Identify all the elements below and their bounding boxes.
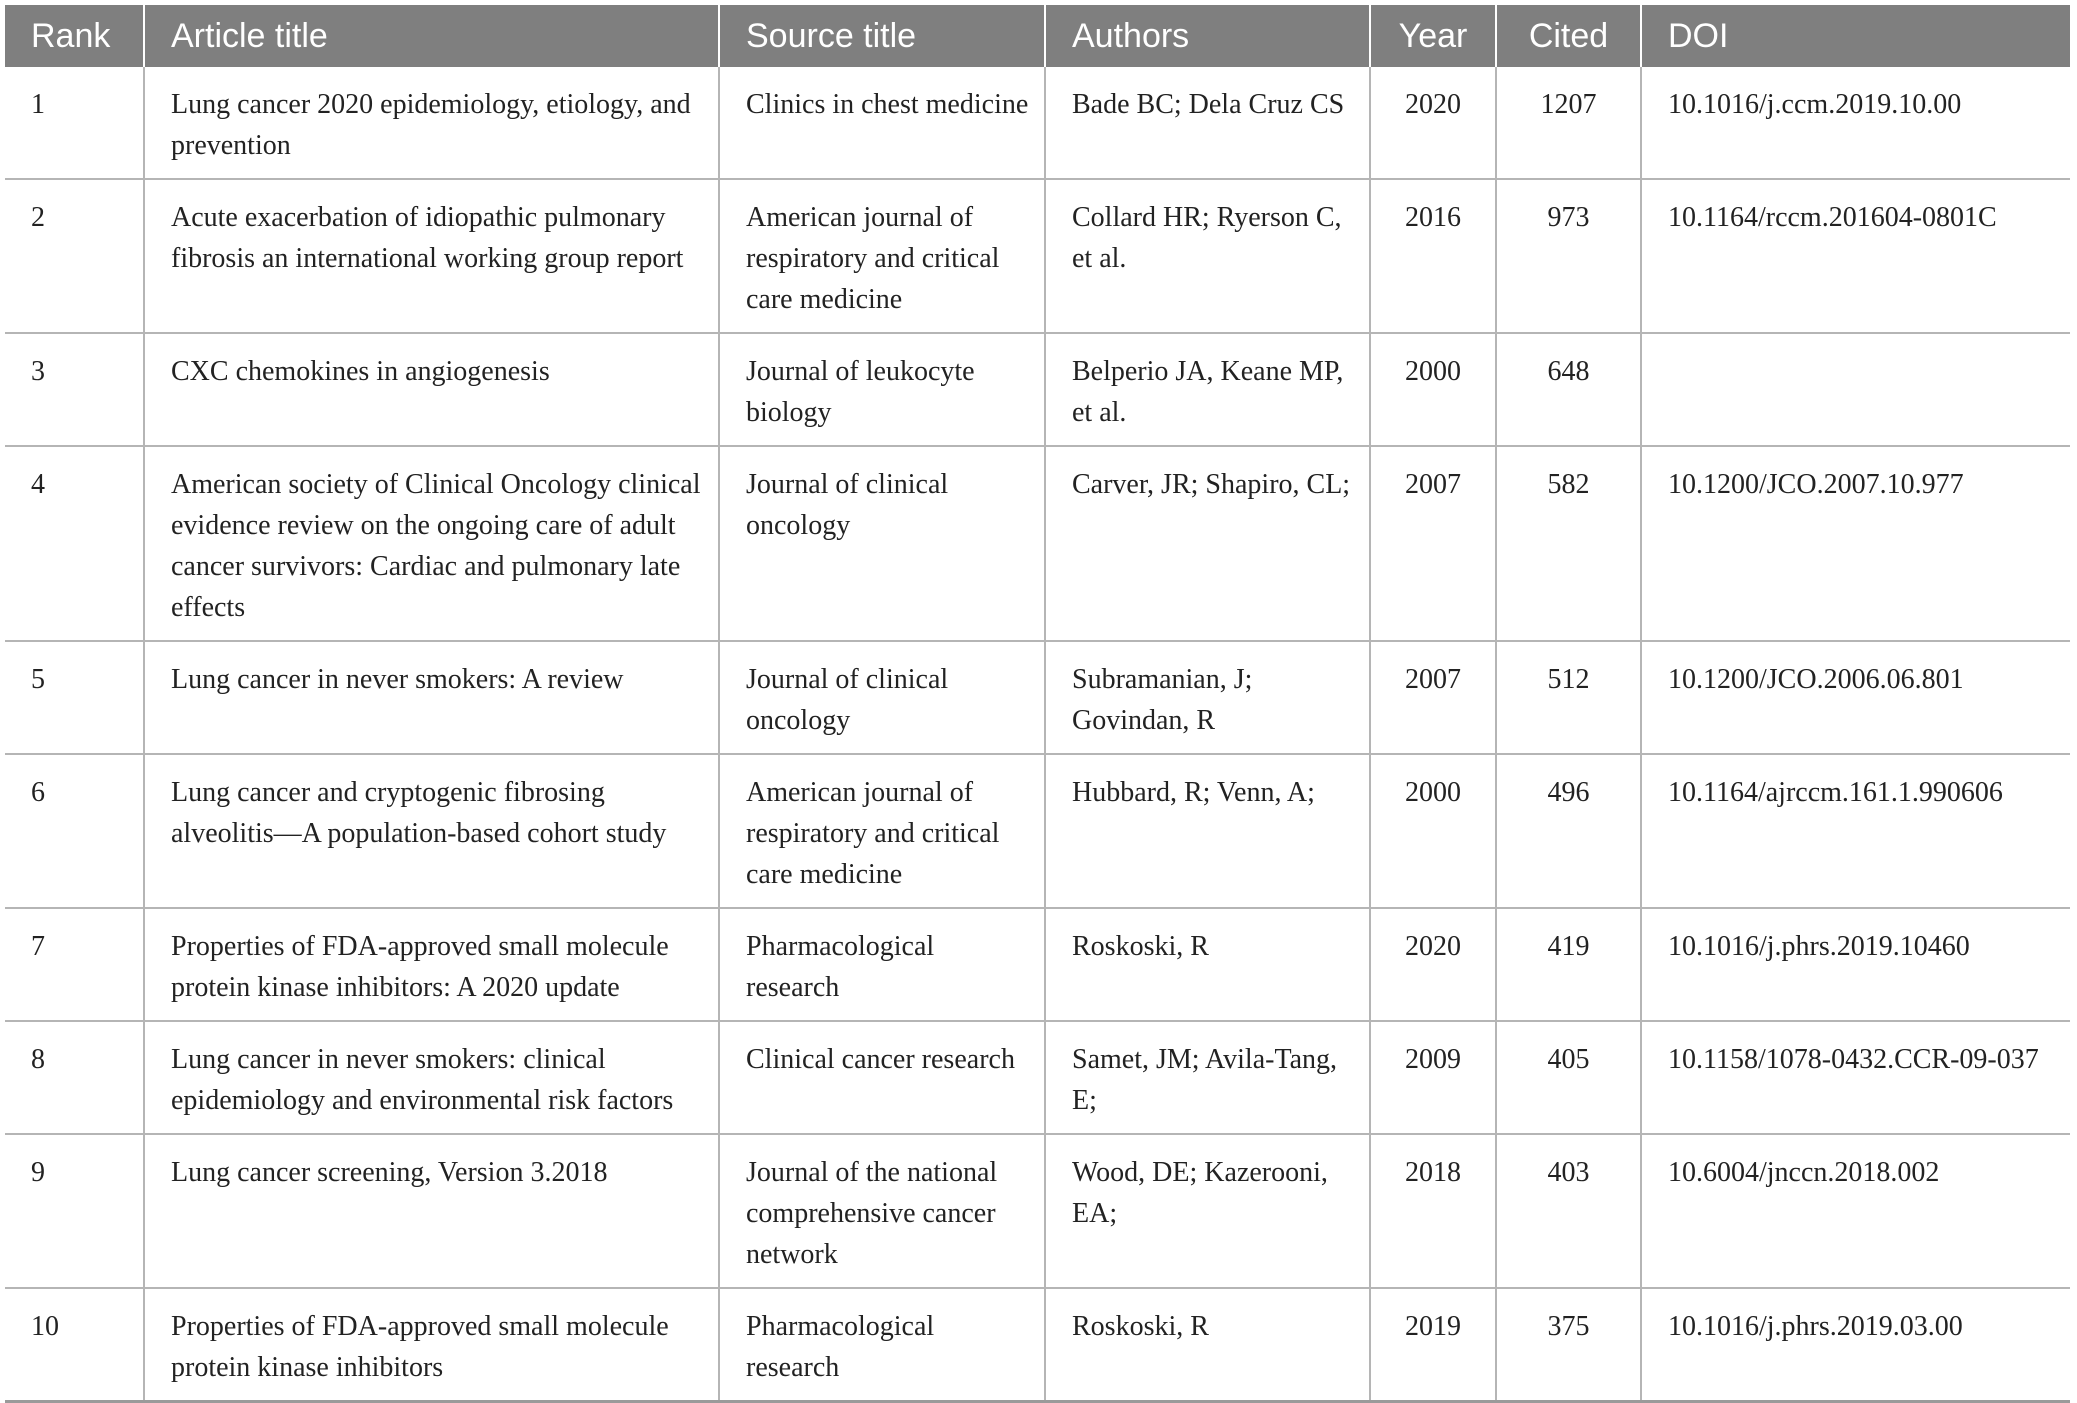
cell-doi: 10.1016/j.ccm.2019.10.00 (1641, 67, 2070, 179)
cell-doi: 10.6004/jnccn.2018.002 (1641, 1134, 2070, 1288)
cell-article-title: Acute exacerbation of idiopathic pulmonary fibrosis an international working group report (144, 179, 719, 333)
table-body (5, 67, 2070, 1402)
cell-source-title: Journal of clinical oncology (719, 446, 1045, 641)
cell-article-title: Lung cancer and cryptogenic fibrosing alveolitis—A population-based cohort study (144, 754, 719, 908)
table-row (5, 67, 2070, 179)
cell-rank: 8 (5, 1021, 144, 1134)
cell-authors: Samet, JM; Avila-Tang, E; (1045, 1021, 1370, 1134)
table-header (5, 5, 2070, 67)
cell-year: 2009 (1370, 1021, 1496, 1134)
cell-year: 2000 (1370, 333, 1496, 446)
table-row (5, 754, 2070, 908)
header-article-title: Article title (144, 5, 719, 67)
header-row (5, 5, 2070, 67)
table-row (5, 1134, 2070, 1288)
cell-authors: Bade BC; Dela Cruz CS (1045, 67, 1370, 179)
cell-rank: 6 (5, 754, 144, 908)
header-cited: Cited (1496, 5, 1641, 67)
header-year: Year (1370, 5, 1496, 67)
cell-rank: 3 (5, 333, 144, 446)
cell-article-title: American society of Clinical Oncology clinical evidence review on the ongoing care of adult cancer survivors: Cardiac and pulmonary late effects (144, 446, 719, 641)
cell-authors: Subramanian, J; Govindan, R (1045, 641, 1370, 754)
cell-rank: 9 (5, 1134, 144, 1288)
cell-source-title: Pharmacological research (719, 1288, 1045, 1402)
cell-year: 2019 (1370, 1288, 1496, 1402)
cell-doi: 10.1016/j.phrs.2019.10460 (1641, 908, 2070, 1021)
cell-year: 2020 (1370, 908, 1496, 1021)
table-row (5, 179, 2070, 333)
header-source-title: Source title (719, 5, 1045, 67)
cell-cited: 1207 (1496, 67, 1641, 179)
cell-authors: Collard HR; Ryerson C, et al. (1045, 179, 1370, 333)
cell-year: 2016 (1370, 179, 1496, 333)
cell-doi: 10.1158/1078-0432.CCR-09-037 (1641, 1021, 2070, 1134)
cell-authors: Wood, DE; Kazerooni, EA; (1045, 1134, 1370, 1288)
cell-article-title: Lung cancer in never smokers: clinical epidemiology and environmental risk factors (144, 1021, 719, 1134)
cell-doi (1641, 333, 2070, 446)
cell-year: 2007 (1370, 446, 1496, 641)
cell-article-title: Lung cancer 2020 epidemiology, etiology, and prevention (144, 67, 719, 179)
cell-year: 2007 (1370, 641, 1496, 754)
cell-source-title: Journal of leukocyte biology (719, 333, 1045, 446)
top-cited-articles-table (5, 5, 2070, 1403)
cell-source-title: American journal of respiratory and critical care medicine (719, 754, 1045, 908)
cell-doi: 10.1164/rccm.201604-0801C (1641, 179, 2070, 333)
header-doi: DOI (1641, 5, 2070, 67)
table-row (5, 908, 2070, 1021)
cell-article-title: Properties of FDA-approved small molecule protein kinase inhibitors: A 2020 update (144, 908, 719, 1021)
cell-cited: 496 (1496, 754, 1641, 908)
cell-cited: 419 (1496, 908, 1641, 1021)
cell-rank: 5 (5, 641, 144, 754)
header-rank: Rank (5, 5, 144, 67)
cell-rank: 2 (5, 179, 144, 333)
cell-source-title: Clinical cancer research (719, 1021, 1045, 1134)
cell-authors: Roskoski, R (1045, 908, 1370, 1021)
cell-year: 2020 (1370, 67, 1496, 179)
cell-cited: 512 (1496, 641, 1641, 754)
cell-source-title: American journal of respiratory and critical care medicine (719, 179, 1045, 333)
cell-year: 2000 (1370, 754, 1496, 908)
cell-cited: 973 (1496, 179, 1641, 333)
cell-source-title: Journal of the national comprehensive cancer network (719, 1134, 1045, 1288)
header-authors: Authors (1045, 5, 1370, 67)
cell-rank: 1 (5, 67, 144, 179)
cell-source-title: Clinics in chest medicine (719, 67, 1045, 179)
cell-doi: 10.1164/ajrccm.161.1.990606 (1641, 754, 2070, 908)
cell-doi: 10.1200/JCO.2007.10.977 (1641, 446, 2070, 641)
cell-article-title: CXC chemokines in angiogenesis (144, 333, 719, 446)
cell-rank: 7 (5, 908, 144, 1021)
cell-rank: 4 (5, 446, 144, 641)
table-row (5, 641, 2070, 754)
cell-source-title: Pharmacological research (719, 908, 1045, 1021)
cell-cited: 375 (1496, 1288, 1641, 1402)
cell-cited: 403 (1496, 1134, 1641, 1288)
cell-article-title: Lung cancer screening, Version 3.2018 (144, 1134, 719, 1288)
cell-cited: 405 (1496, 1021, 1641, 1134)
cell-cited: 648 (1496, 333, 1641, 446)
cell-cited: 582 (1496, 446, 1641, 641)
cell-source-title: Journal of clinical oncology (719, 641, 1045, 754)
table-row (5, 446, 2070, 641)
cell-article-title: Lung cancer in never smokers: A review (144, 641, 719, 754)
cell-authors: Belperio JA, Keane MP, et al. (1045, 333, 1370, 446)
cell-year: 2018 (1370, 1134, 1496, 1288)
table-row (5, 1288, 2070, 1402)
cell-article-title: Properties of FDA-approved small molecule protein kinase inhibitors (144, 1288, 719, 1402)
cell-authors: Carver, JR; Shapiro, CL; (1045, 446, 1370, 641)
cell-doi: 10.1200/JCO.2006.06.801 (1641, 641, 2070, 754)
cell-doi: 10.1016/j.phrs.2019.03.00 (1641, 1288, 2070, 1402)
cell-authors: Roskoski, R (1045, 1288, 1370, 1402)
cell-authors: Hubbard, R; Venn, A; (1045, 754, 1370, 908)
cell-rank: 10 (5, 1288, 144, 1402)
table-row (5, 333, 2070, 446)
table-row (5, 1021, 2070, 1134)
